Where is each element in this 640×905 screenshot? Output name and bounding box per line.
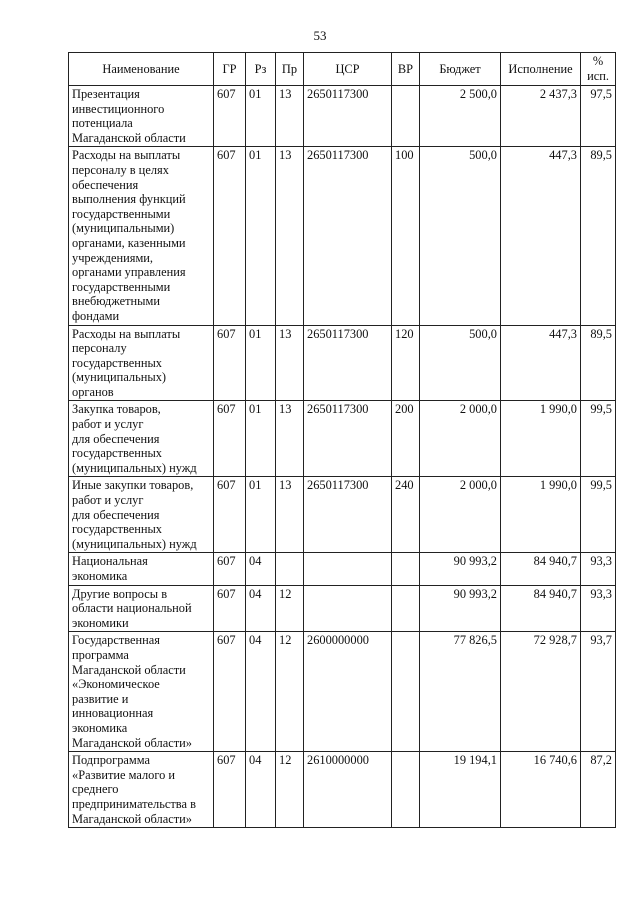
cell-gr: 607	[214, 585, 246, 632]
name-line: для обеспечения	[72, 431, 160, 446]
name-line: государственных	[72, 355, 163, 370]
name-line: развитие и	[72, 691, 129, 706]
name-line: Магаданской области	[72, 130, 186, 145]
cell-name	[69, 325, 214, 401]
table-row	[69, 477, 616, 553]
name-line: Другие вопросы в	[72, 586, 168, 601]
name-line: работ и услуг	[72, 493, 144, 508]
table-row	[69, 632, 616, 752]
cell-budget: 90 993,2	[420, 553, 501, 585]
cell-pr: 13	[276, 325, 304, 401]
cell-execution: 1 990,0	[501, 477, 581, 553]
cell-name	[69, 477, 214, 553]
name-line: органами, казенными	[72, 235, 186, 250]
cell-pr: 13	[276, 477, 304, 553]
name-line: экономики	[72, 615, 129, 630]
name-line: Магаданской области»	[72, 735, 192, 750]
cell-budget: 19 194,1	[420, 752, 501, 828]
cell-execution: 72 928,7	[501, 632, 581, 752]
table-header-row	[69, 53, 616, 86]
header-pr: Пр	[276, 53, 304, 86]
name-line: инвестиционного	[72, 101, 165, 116]
name-line: выполнения функций	[72, 192, 186, 207]
cell-execution: 2 437,3	[501, 86, 581, 147]
cell-csr: 2610000000	[304, 752, 392, 828]
cell-vr: 100	[392, 147, 420, 325]
name-line: Иные закупки товаров,	[72, 478, 194, 493]
cell-name	[69, 553, 214, 585]
name-line: Подпрограмма	[72, 753, 150, 768]
cell-pr: 13	[276, 401, 304, 477]
name-line: области национальной	[72, 601, 192, 616]
name-line: (муниципальных) нужд	[72, 536, 197, 551]
cell-percent: 93,3	[581, 553, 616, 585]
cell-pr	[276, 553, 304, 585]
cell-execution: 84 940,7	[501, 585, 581, 632]
cell-csr: 2650117300	[304, 477, 392, 553]
cell-gr: 607	[214, 325, 246, 401]
cell-gr: 607	[214, 147, 246, 325]
cell-pr: 13	[276, 86, 304, 147]
name-line: экономика	[72, 720, 128, 735]
cell-vr: 200	[392, 401, 420, 477]
cell-csr: 2600000000	[304, 632, 392, 752]
budget-execution-table	[68, 52, 616, 828]
cell-execution: 16 740,6	[501, 752, 581, 828]
name-line: потенциала	[72, 116, 133, 131]
cell-rz: 01	[246, 147, 276, 325]
header-budget: Бюджет	[420, 53, 501, 86]
cell-vr	[392, 553, 420, 585]
cell-name	[69, 752, 214, 828]
name-line: инновационная	[72, 706, 154, 721]
header-rz: Рз	[246, 53, 276, 86]
cell-percent: 89,5	[581, 325, 616, 401]
cell-rz: 01	[246, 86, 276, 147]
cell-rz: 04	[246, 553, 276, 585]
cell-name	[69, 401, 214, 477]
name-line: органов	[72, 384, 114, 399]
header-csr: ЦСР	[304, 53, 392, 86]
cell-gr: 607	[214, 632, 246, 752]
cell-gr: 607	[214, 752, 246, 828]
cell-percent: 99,5	[581, 477, 616, 553]
cell-vr: 240	[392, 477, 420, 553]
name-line: среднего	[72, 782, 119, 797]
cell-vr	[392, 752, 420, 828]
cell-budget: 77 826,5	[420, 632, 501, 752]
cell-budget: 2 000,0	[420, 477, 501, 553]
name-line: персоналу в целях	[72, 162, 169, 177]
cell-budget: 2 000,0	[420, 401, 501, 477]
cell-csr: 2650117300	[304, 325, 392, 401]
cell-pr: 12	[276, 752, 304, 828]
cell-rz: 04	[246, 632, 276, 752]
name-line: Расходы на выплаты	[72, 326, 181, 341]
cell-gr: 607	[214, 553, 246, 585]
cell-rz: 01	[246, 477, 276, 553]
header-execution: Исполнение	[501, 53, 581, 86]
cell-name	[69, 585, 214, 632]
name-line: (муниципальных)	[72, 370, 167, 385]
cell-pr: 12	[276, 632, 304, 752]
name-line: Национальная	[72, 554, 148, 569]
cell-rz: 01	[246, 401, 276, 477]
cell-vr	[392, 86, 420, 147]
header-name: Наименование	[69, 53, 214, 86]
name-line: обеспечения	[72, 177, 139, 192]
cell-gr: 607	[214, 477, 246, 553]
name-line: учреждениями,	[72, 250, 154, 265]
cell-rz: 01	[246, 325, 276, 401]
cell-percent: 87,2	[581, 752, 616, 828]
name-line: экономика	[72, 569, 128, 583]
cell-vr: 120	[392, 325, 420, 401]
cell-name	[69, 147, 214, 325]
name-line: (муниципальными)	[72, 221, 175, 236]
cell-budget: 2 500,0	[420, 86, 501, 147]
cell-rz: 04	[246, 585, 276, 632]
name-line: государственными	[72, 206, 171, 221]
name-line: работ и услуг	[72, 417, 144, 432]
table-body	[69, 86, 616, 828]
header-gr: ГР	[214, 53, 246, 86]
cell-budget: 90 993,2	[420, 585, 501, 632]
name-line: органами управления	[72, 265, 186, 280]
name-line: Магаданской области»	[72, 811, 192, 826]
cell-pr: 13	[276, 147, 304, 325]
cell-gr: 607	[214, 401, 246, 477]
name-line: (муниципальных) нужд	[72, 460, 197, 475]
name-line: Расходы на выплаты	[72, 148, 181, 163]
cell-execution: 84 940,7	[501, 553, 581, 585]
header-vr: ВР	[392, 53, 420, 86]
cell-vr	[392, 632, 420, 752]
table-row	[69, 752, 616, 828]
cell-gr: 607	[214, 86, 246, 147]
table-row	[69, 585, 616, 632]
table-row	[69, 86, 616, 147]
cell-pr: 12	[276, 585, 304, 632]
name-line: Государственная	[72, 633, 160, 648]
name-line: предпринимательства в	[72, 796, 196, 811]
cell-percent: 99,5	[581, 401, 616, 477]
cell-percent: 93,7	[581, 632, 616, 752]
table-row	[69, 325, 616, 401]
table-row	[69, 553, 616, 585]
name-line: Магаданской области	[72, 662, 186, 677]
name-line: фондами	[72, 308, 120, 323]
name-line: внебюджетными	[72, 294, 160, 309]
cell-execution: 1 990,0	[501, 401, 581, 477]
cell-vr	[392, 585, 420, 632]
cell-percent: 93,3	[581, 585, 616, 632]
cell-execution: 447,3	[501, 147, 581, 325]
cell-csr	[304, 553, 392, 585]
cell-csr	[304, 585, 392, 632]
cell-rz: 04	[246, 752, 276, 828]
name-line: государственных	[72, 522, 163, 537]
table-row	[69, 401, 616, 477]
name-line: «Экономическое	[72, 677, 160, 692]
cell-budget: 500,0	[420, 147, 501, 325]
cell-percent: 89,5	[581, 147, 616, 325]
cell-name	[69, 632, 214, 752]
name-line: государственными	[72, 279, 171, 294]
cell-csr: 2650117300	[304, 401, 392, 477]
cell-csr: 2650117300	[304, 86, 392, 147]
name-line: программа	[72, 647, 129, 662]
cell-name	[69, 86, 214, 147]
name-line: Презентация	[72, 87, 140, 101]
cell-execution: 447,3	[501, 325, 581, 401]
name-line: государственных	[72, 446, 163, 461]
header-percent: % исп.	[581, 53, 616, 86]
name-line: персоналу	[72, 341, 127, 356]
cell-budget: 500,0	[420, 325, 501, 401]
name-line: «Развитие малого и	[72, 767, 176, 782]
page-number: 53	[313, 28, 327, 43]
name-line: для обеспечения	[72, 507, 160, 522]
name-line: Закупка товаров,	[72, 402, 161, 417]
cell-percent: 97,5	[581, 86, 616, 147]
table-row	[69, 147, 616, 325]
cell-csr: 2650117300	[304, 147, 392, 325]
